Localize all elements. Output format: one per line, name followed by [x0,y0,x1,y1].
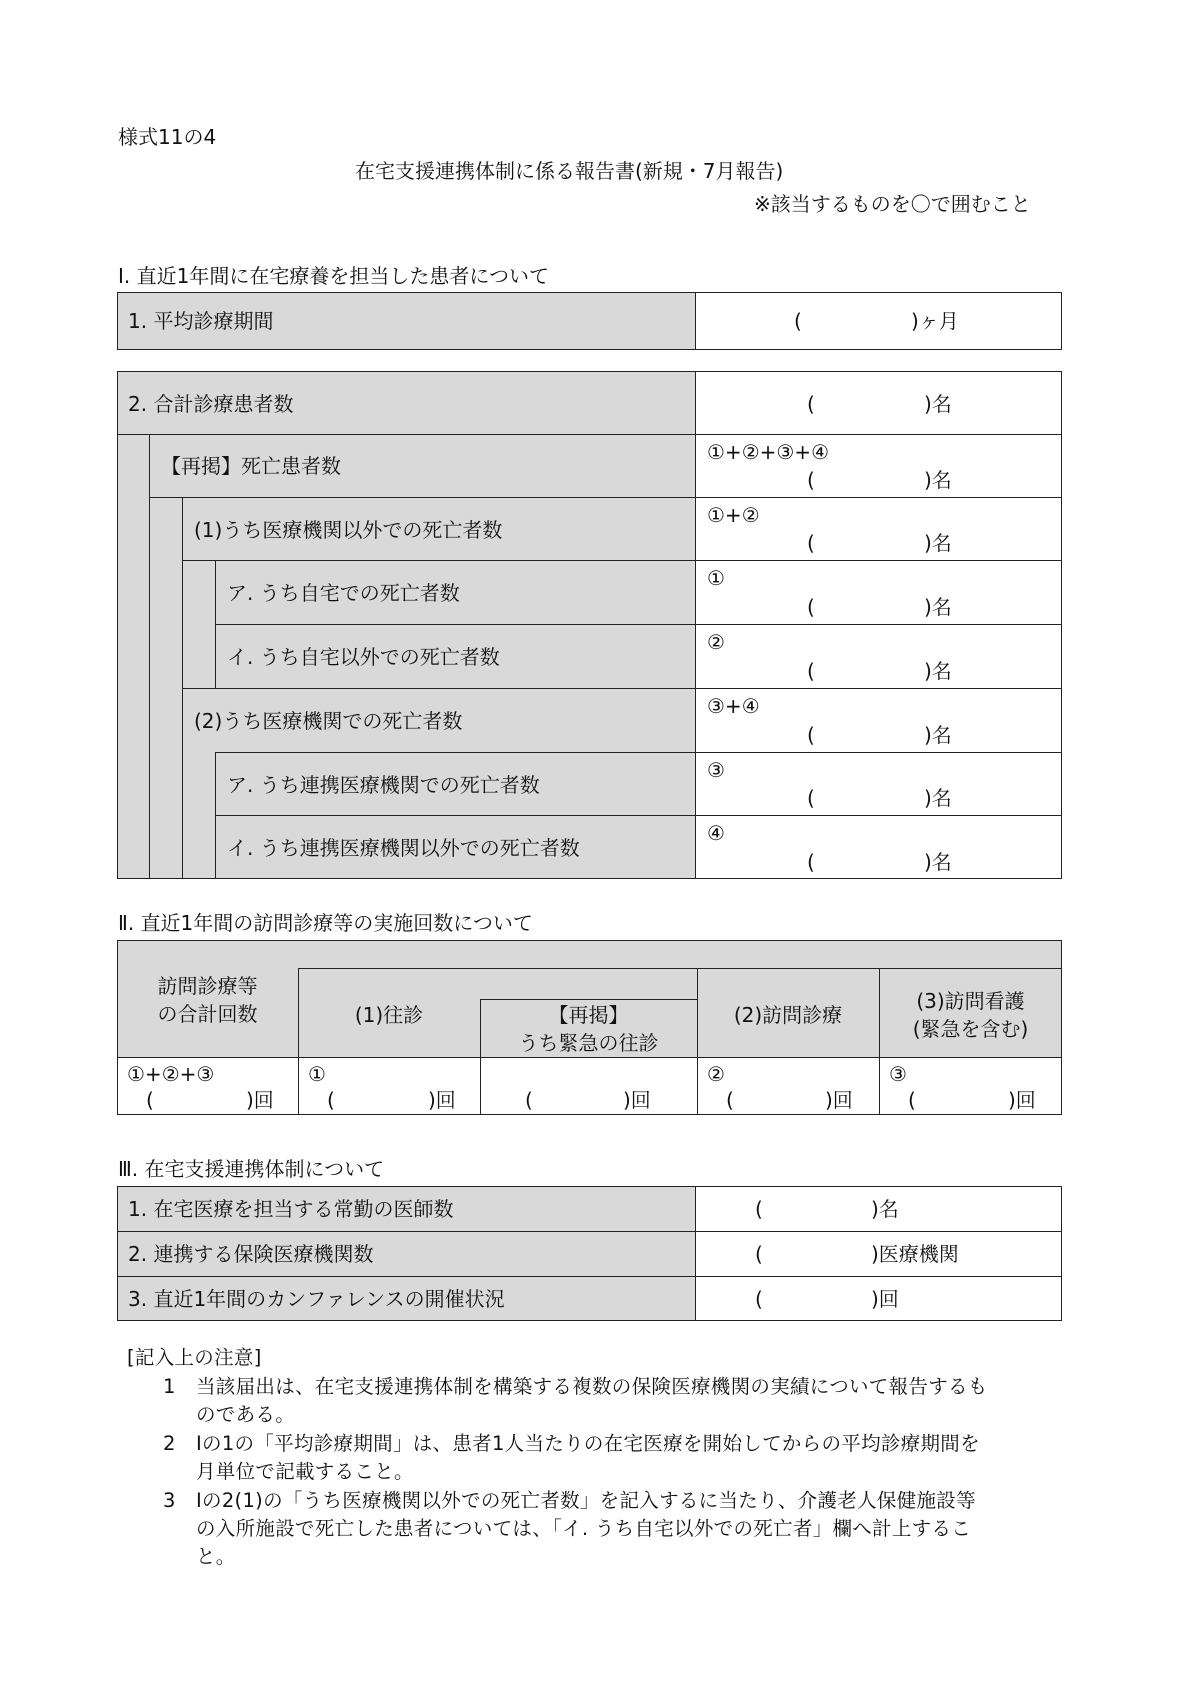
deaths-linked-facility-input[interactable] [696,752,1062,815]
deaths-total-open: ( [807,468,815,492]
section2-heading: Ⅱ. 直近1年間の訪問診療等の実施回数について [118,911,533,935]
total-patients-unit: )名 [924,392,952,416]
visits-table [117,940,1062,1115]
deaths-other-than-home-label: イ. うち自宅以外での死亡者数 [227,645,500,669]
deaths-non-facility-unit: )名 [924,531,952,555]
urgent-ojin-unit: )回 [623,1088,651,1112]
conferences-label: 3. 直近1年間のカンファレンスの開催状況 [128,1287,505,1311]
homon-shinryo-cell[interactable] [697,1057,879,1115]
linked-institutions-open: ( [755,1242,763,1266]
note-number: 3 [163,1489,176,1512]
conferences-input[interactable] [696,1276,1062,1321]
deaths-total-formula: ①+②+③+④ [707,440,829,464]
form-number: 様式11の4 [118,125,217,149]
fulltime-doctors-unit: )名 [871,1197,899,1221]
homon-kango-formula: ③ [889,1062,907,1086]
ojin-open: ( [327,1088,335,1112]
section3-heading: Ⅲ. 在宅支援連携体制について [118,1157,385,1181]
deaths-non-linked-facility-unit: )名 [924,850,952,874]
note-text: Ⅰの1の「平均診療期間」は、患者1人当たりの在宅医療を開始してからの平均診療期間を [196,1432,980,1455]
deaths-non-linked-facility-input[interactable] [696,815,1062,879]
deaths-facility-input[interactable] [696,688,1062,752]
page-title: 在宅支援連携体制に係る報告書(新規・7月報告) [355,159,784,183]
deaths-non-facility-input[interactable] [696,497,1062,560]
urgent-ojin-cell[interactable] [480,1057,697,1115]
deaths-non-linked-facility-label: イ. うち連携医療機関以外での死亡者数 [227,836,580,860]
patients-table [117,371,1062,879]
avg-period-input-cell[interactable] [695,292,1062,350]
support-system-table [117,1186,1062,1321]
avg-period-open: ( [794,309,802,333]
linked-institutions-unit: )医療機関 [871,1242,959,1266]
deaths-non-linked-facility-open: ( [807,850,815,874]
total-visits-header-line1: 訪問診療等 [157,974,258,998]
deaths-linked-facility-unit: )名 [924,786,952,810]
total-patients-open: ( [807,392,815,416]
note-number: 1 [163,1375,176,1398]
deaths-non-facility-formula: ①+② [707,503,760,527]
note-text: 当該届出は、在宅支援連携体制を構築する複数の保険医療機関の実績について報告するも [196,1375,988,1398]
homon-kango-open: ( [908,1088,916,1112]
ojin-cell[interactable] [298,1057,480,1115]
deaths-home-formula: ① [707,566,725,590]
note-text: のである。 [196,1403,296,1426]
homon-kango-cell[interactable] [879,1057,1062,1115]
homon-shinryo-formula: ② [707,1062,725,1086]
deaths-facility-formula: ③+④ [707,694,760,718]
note-text: 月単位で記載すること。 [196,1460,414,1483]
conferences-open: ( [755,1287,763,1311]
homon-shinryo-header: (2)訪問診療 [733,1003,843,1027]
deaths-total-input[interactable] [696,434,1062,497]
deaths-total-unit: )名 [924,468,952,492]
avg-period-label-cell [117,292,696,350]
total-patients-label: 2. 合計診療患者数 [128,392,294,416]
deaths-facility-label: (2)うち医療機関での死亡者数 [194,709,463,733]
urgent-ojin-open: ( [525,1088,533,1112]
ojin-formula: ① [308,1062,326,1086]
total-patients-input[interactable] [696,371,1062,434]
total-visits-header-line2: の合計回数 [157,1002,258,1026]
homon-shinryo-open: ( [726,1088,734,1112]
fulltime-doctors-open: ( [755,1197,763,1221]
total-visits-cell[interactable] [117,1057,298,1115]
deaths-linked-facility-label: ア. うち連携医療機関での死亡者数 [227,773,540,797]
fulltime-doctors-input[interactable] [696,1186,1062,1231]
avg-period-label: 1. 平均診療期間 [128,309,274,333]
note-number: 2 [163,1432,176,1455]
deaths-linked-facility-formula: ③ [707,758,725,782]
notes-heading: [記入上の注意] [127,1346,262,1369]
instruction-note: ※該当するものを〇で囲むこと [754,192,1031,216]
deaths-home-label: ア. うち自宅での死亡者数 [227,581,460,605]
linked-institutions-input[interactable] [696,1231,1062,1276]
deaths-non-facility-label: (1)うち医療機関以外での死亡者数 [194,518,503,542]
homon-kango-unit: )回 [1008,1088,1036,1112]
deaths-facility-open: ( [807,723,815,747]
ojin-unit: )回 [428,1088,456,1112]
total-visits-formula: ①+②+③ [127,1062,215,1086]
deaths-other-than-home-formula: ② [707,630,725,654]
urgent-ojin-header-line2: うち緊急の往診 [518,1031,659,1055]
note-text: Ⅰの2(1)の「うち医療機関以外での死亡者数」を記入するに当たり、介護老人保健施設等 [196,1489,976,1512]
deaths-home-input[interactable] [696,560,1062,624]
homon-kango-header-line1: (3)訪問看護 [916,989,1025,1013]
conferences-unit: )回 [871,1287,899,1311]
fulltime-doctors-label: 1. 在宅医療を担当する常勤の医師数 [128,1197,454,1221]
homon-shinryo-unit: )回 [825,1088,853,1112]
ojin-header: (1)往診 [354,1003,424,1027]
deaths-other-than-home-unit: )名 [924,659,952,683]
deaths-other-than-home-input[interactable] [696,624,1062,688]
deaths-other-than-home-open: ( [807,659,815,683]
deaths-home-open: ( [807,595,815,619]
total-visits-unit: )回 [246,1088,274,1112]
total-visits-open: ( [146,1088,154,1112]
deaths-home-unit: )名 [924,595,952,619]
deaths-non-facility-open: ( [807,531,815,555]
section1-heading: Ⅰ. 直近1年間に在宅療養を担当した患者について [118,264,549,288]
note-text: と。 [196,1545,236,1568]
linked-institutions-label: 2. 連携する保険医療機関数 [128,1242,374,1266]
note-text: の入所施設で死亡した患者については、「イ. うち自宅以外での死亡者」欄へ計上するこ [196,1517,972,1540]
urgent-ojin-header-line1: 【再掲】 [548,1003,629,1027]
avg-period-unit: )ヶ月 [911,309,959,333]
deaths-facility-unit: )名 [924,723,952,747]
homon-kango-header-line2: (緊急を含む) [912,1017,1029,1041]
deaths-linked-facility-open: ( [807,786,815,810]
deaths-total-label: 【再掲】死亡患者数 [161,454,341,478]
deaths-non-linked-facility-formula: ④ [707,821,725,845]
